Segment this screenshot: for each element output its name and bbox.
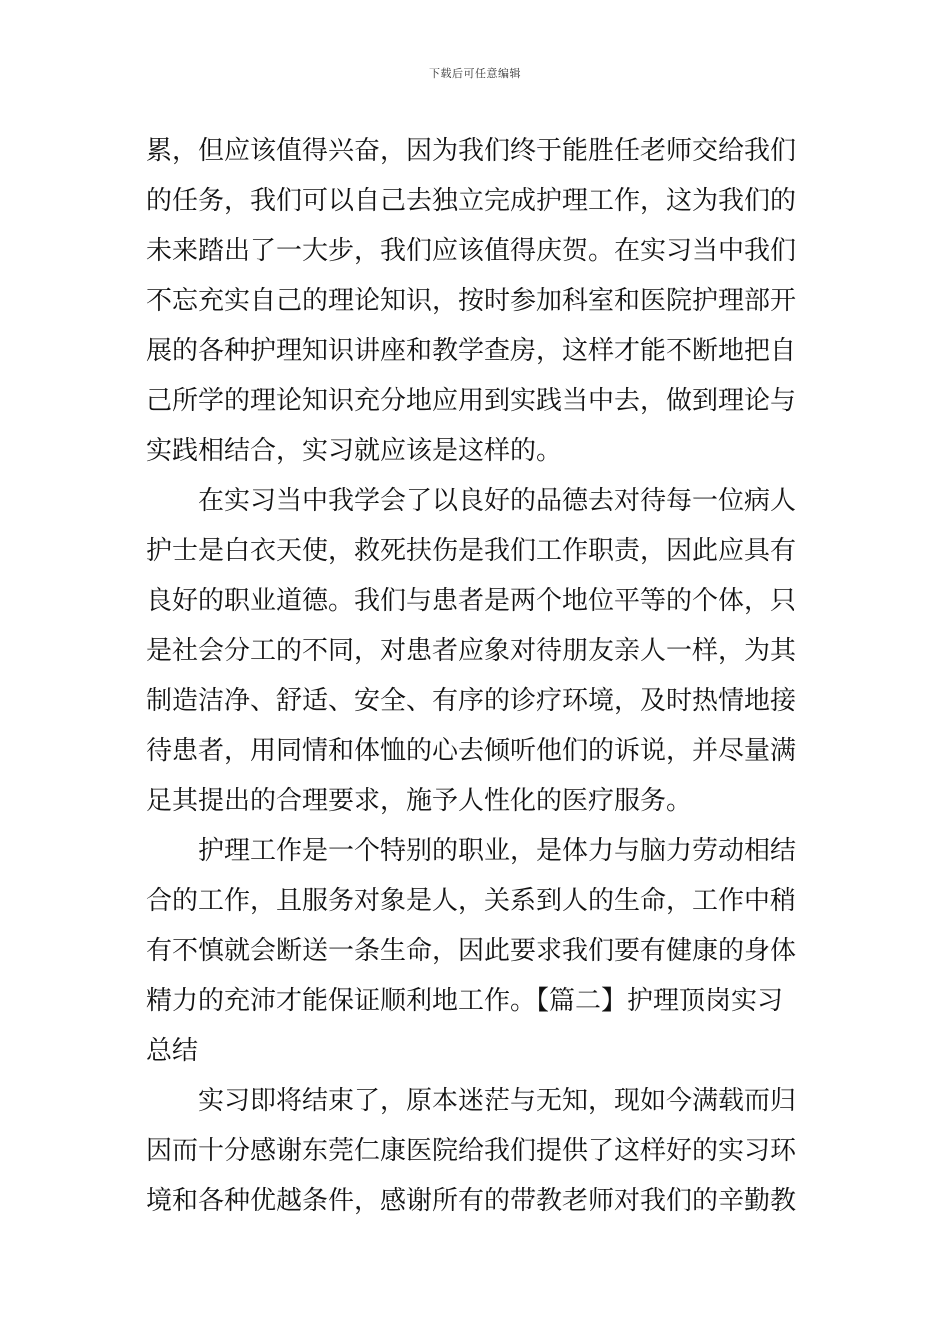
text-line: 护理工作是一个特别的职业，是体力与脑力劳动相结 <box>198 836 797 866</box>
text-line: 己所学的理论知识充分地应用到实践当中去，做到理论与 <box>146 386 797 416</box>
text-line: 合的工作，且服务对象是人，关系到人的生命，工作中稍 <box>146 886 797 916</box>
document-body <box>146 126 806 1226</box>
text-line: 良好的职业道德。我们与患者是两个地位平等的个体，只 <box>146 586 797 616</box>
text-line: 待患者，用同情和体恤的心去倾听他们的诉说，并尽量满 <box>146 736 797 766</box>
text-line: 有不慎就会断送一条生命，因此要求我们要有健康的身体 <box>146 936 797 966</box>
text-line: 境和各种优越条件，感谢所有的带教老师对我们的辛勤教 <box>146 1186 797 1216</box>
text-line: 是社会分工的不同，对患者应象对待朋友亲人一样，为其 <box>146 636 797 666</box>
page-header: 下载后可任意编辑 <box>429 67 521 80</box>
text-line: 在实习当中我学会了以良好的品德去对待每一位病人 <box>198 486 797 516</box>
text-line: 制造洁净、舒适、安全、有序的诊疗环境，及时热情地接 <box>146 686 797 716</box>
text-line: 因而十分感谢东莞仁康医院给我们提供了这样好的实习环 <box>146 1136 797 1166</box>
text-line: 的任务，我们可以自己去独立完成护理工作，这为我们的 <box>146 186 797 216</box>
text-line: 总结 <box>146 1036 199 1066</box>
text-line: 足其提出的合理要求，施予人性化的医疗服务。 <box>146 786 693 816</box>
text-line: 实习即将结束了，原本迷茫与无知，现如今满载而归 <box>198 1086 797 1116</box>
text-line: 实践相结合，实习就应该是这样的。 <box>146 436 563 466</box>
text-line: 累，但应该值得兴奋，因为我们终于能胜任老师交给我们 <box>146 136 797 166</box>
text-line: 展的各种护理知识讲座和教学查房，这样才能不断地把自 <box>146 336 797 366</box>
text-line: 护士是白衣天使，救死扶伤是我们工作职责，因此应具有 <box>146 536 797 566</box>
text-line: 未来踏出了一大步，我们应该值得庆贺。在实习当中我们 <box>146 236 797 266</box>
text-line: 不忘充实自己的理论知识，按时参加科室和医院护理部开 <box>146 286 797 316</box>
text-line: 精力的充沛才能保证顺利地工作。【篇二】护理顶岗实习 <box>146 986 784 1016</box>
